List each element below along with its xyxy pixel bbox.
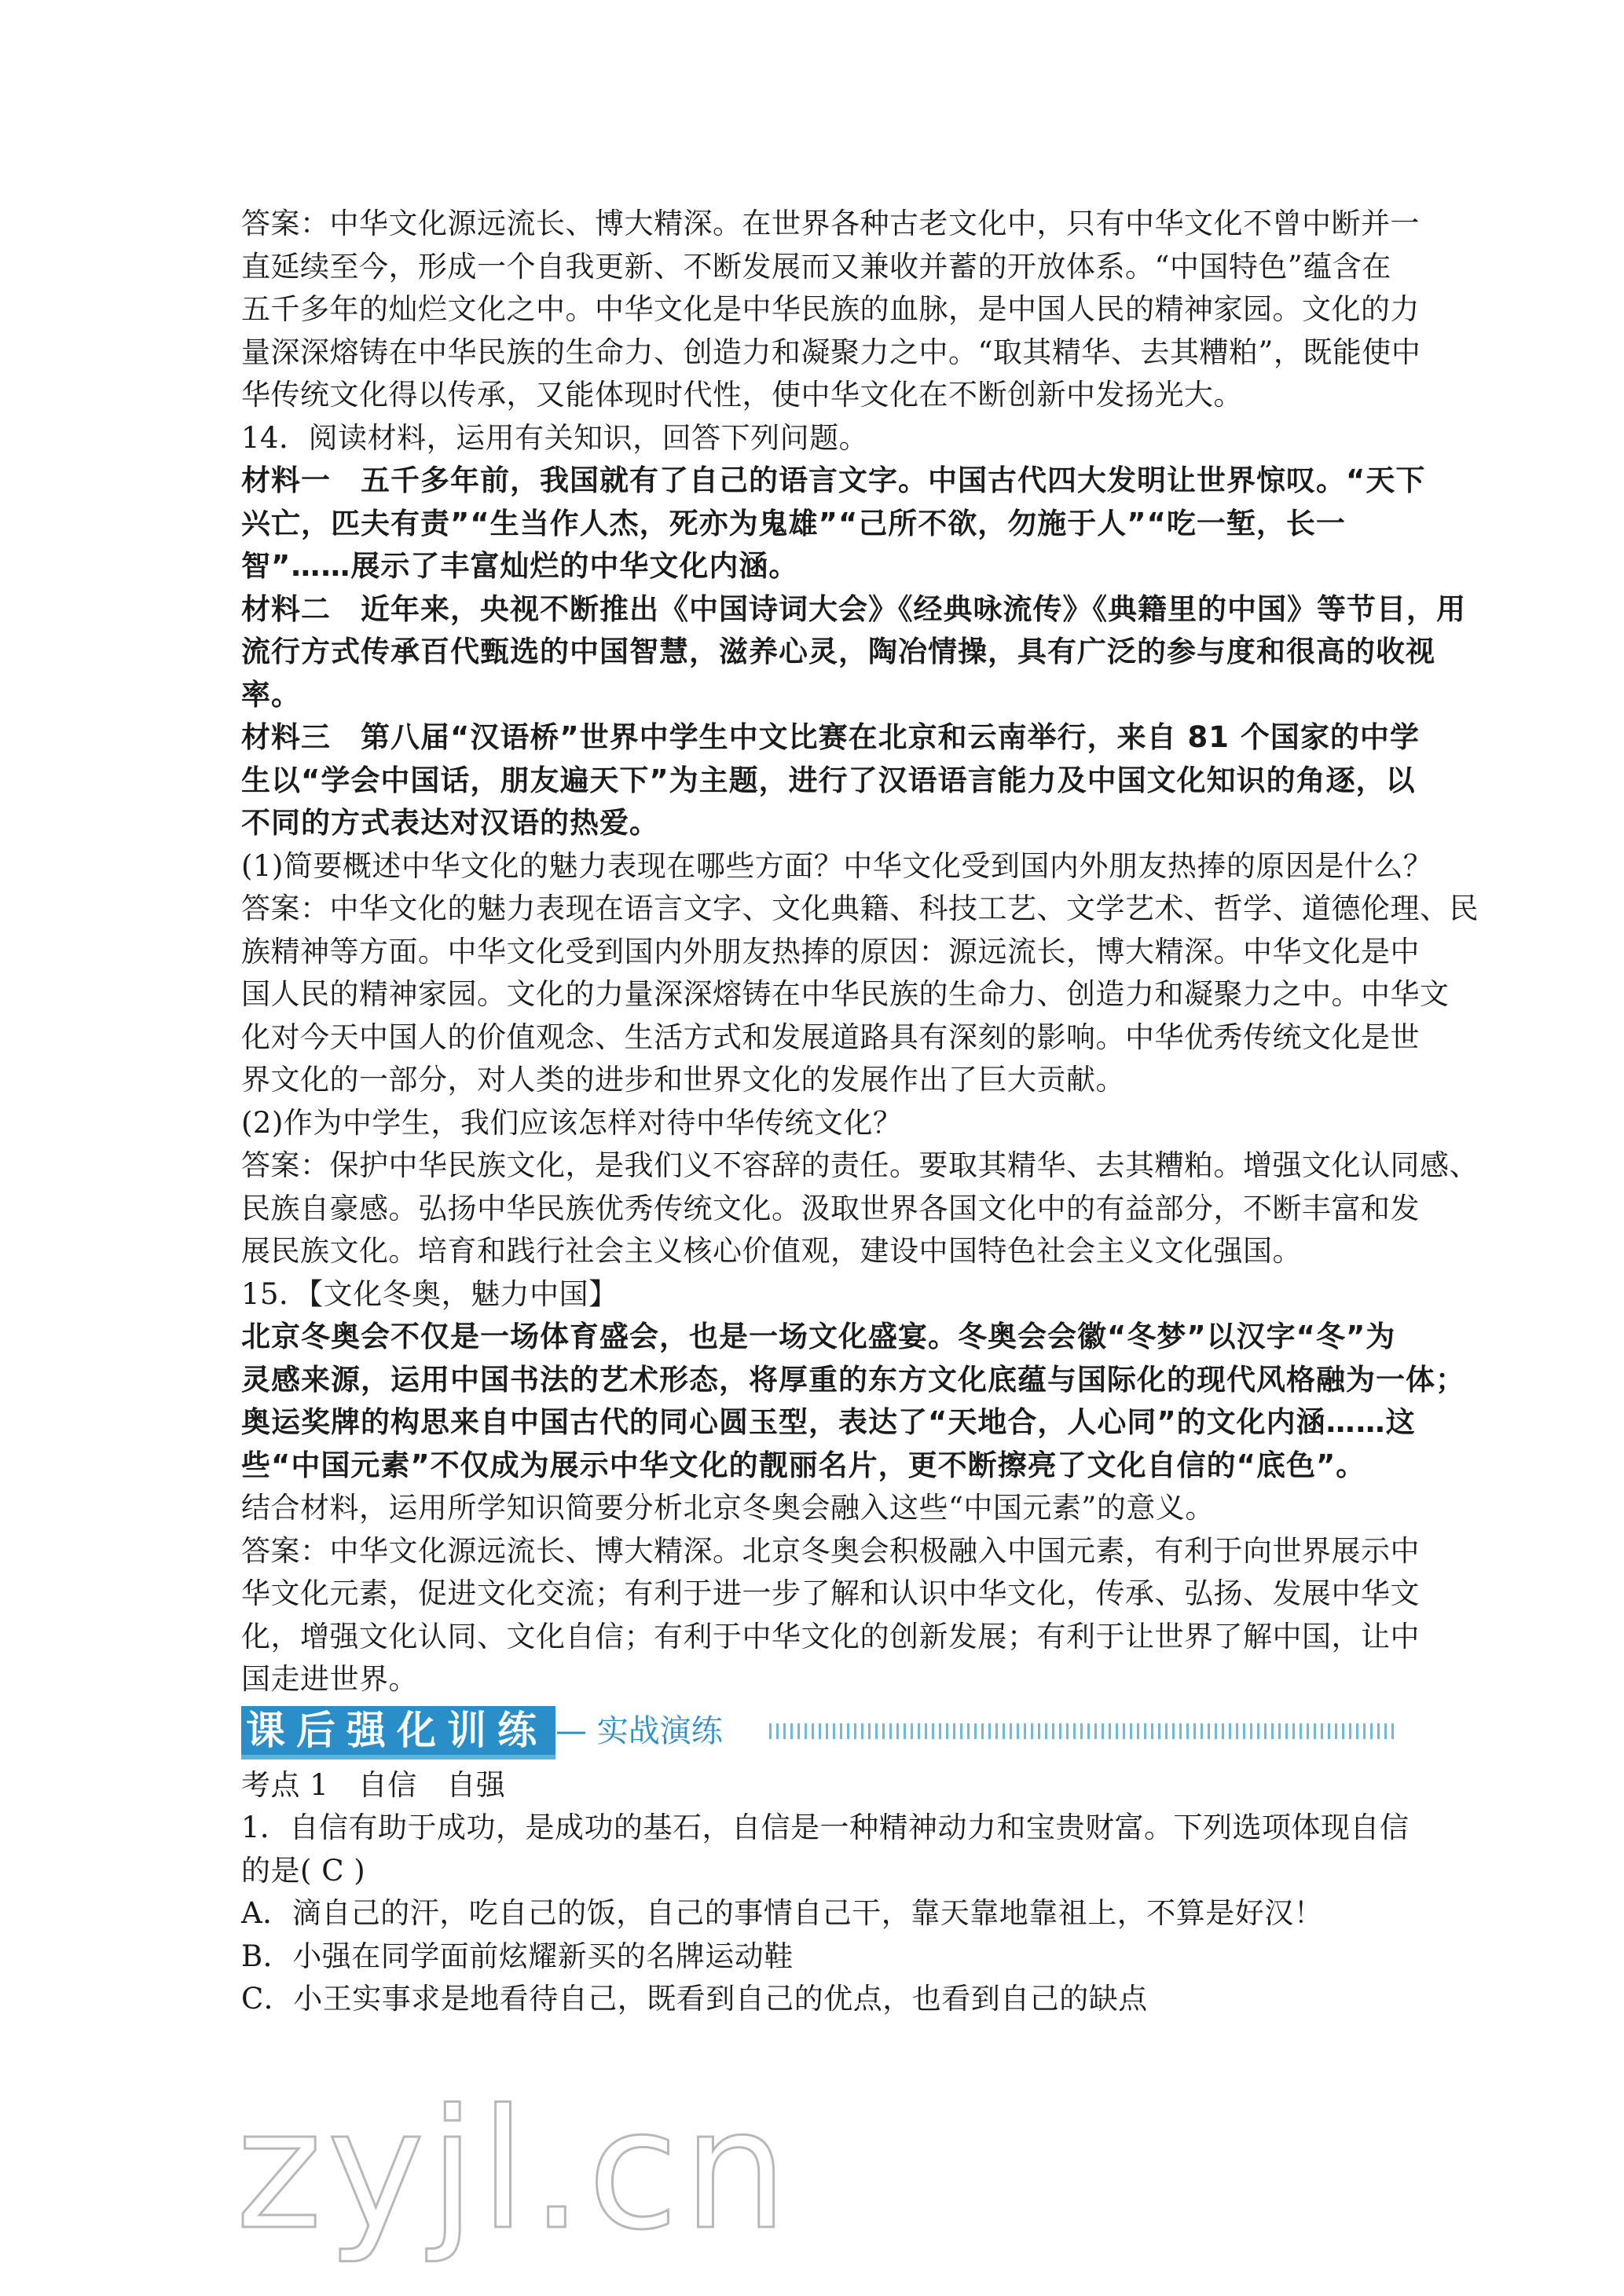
answer-line: 答案：中华文化的魅力表现在语言文字、文化典籍、科技工艺、文学艺术、哲学、道德伦理、民	[241, 892, 1479, 925]
answer-line: 答案：中华文化源远流长、博大精深。北京冬奥会积极融入中国元素，有利于向世界展示中	[241, 1533, 1420, 1568]
sub-question-1: (1)简要概述中华文化的魅力表现在哪些方面？中华文化受到国内外朋友热捧的原因是什么？	[241, 848, 1433, 883]
section-banner	[241, 1706, 1396, 1756]
question-stem: 15．【文化冬奥，魅力中国】	[241, 1276, 618, 1311]
question-stem: 1．自信有助于成功，是成功的基石，自信是一种精神动力和宝贵财富。下列选项体现自信	[241, 1811, 1410, 1844]
answer-line: 华文化元素，促进文化交流；有利于进一步了解和认识中华文化，传承、弘扬、发展中华文	[241, 1576, 1420, 1610]
material-line: 灵感来源，运用中国书法的艺术形态，将厚重的东方文化底蕴与国际化的现代风格融为一体；	[241, 1362, 1465, 1397]
question-stem: 的是( C )	[241, 1853, 366, 1888]
material-line: 流行方式传承百代甄选的中国智慧，滋养心灵，陶冶情操，具有广泛的参与度和很高的收视	[241, 635, 1435, 668]
answer-line: 民族自豪感。弘扬中华民族优秀传统文化。汲取世界各国文化中的有益部分，不断丰富和发	[241, 1191, 1420, 1225]
answer-line: 国走进世界。	[241, 1662, 418, 1696]
answer-line: 化对今天中国人的价值观念、生活方式和发展道路具有深刻的影响。中华优秀传统文化是世	[241, 1020, 1420, 1054]
material-line: 生以“学会中国话，朋友遍天下”为主题，进行了汉语语言能力及中国文化知识的角逐，以	[241, 763, 1416, 797]
answer-line: 五千多年的灿烂文化之中。中华文化是中华民族的血脉，是中国人民的精神家园。文化的力	[241, 292, 1420, 326]
question-1	[241, 1807, 1410, 2021]
answer-line: 界文化的一部分，对人类的进步和世界文化的发展作出了巨大贡献。	[241, 1063, 1125, 1097]
section-subtitle: — 实战演练	[555, 1712, 723, 1749]
answer-line: 化，增强文化认同、文化自信；有利于中华文化的创新发展；有利于让世界了解中国，让中	[241, 1619, 1420, 1653]
option-b: B．小强在同学面前炫耀新买的名牌运动鞋	[241, 1939, 794, 1973]
kaodian-heading: 考点 1 自信 自强	[241, 1767, 506, 1802]
material-line: 不同的方式表达对汉语的热爱。	[241, 806, 659, 840]
question-15	[241, 1273, 1465, 1701]
sub-question-2: (2)作为中学生，我们应该怎样对待中华传统文化？	[241, 1105, 903, 1140]
option-c: C．小王实事求是地看待自己，既看到自己的优点，也看到自己的缺点	[241, 1982, 1148, 2016]
material-line: 材料二 近年来，央视不断推出《中国诗词大会》《经典咏流传》《典籍里的中国》等节目，用	[241, 591, 1466, 626]
answer-line: 华传统文化得以传承，又能体现时代性，使中华文化在不断创新中发扬光大。	[241, 378, 1243, 412]
answer-line: 直延续至今，形成一个自我更新、不断发展而又兼收并蓄的开放体系。“中国特色”蕴含在	[241, 249, 1391, 284]
answer-line: 国人民的精神家园。文化的力量深深熔铸在中华民族的生命力、创造力和凝聚力之中。中华文	[241, 977, 1450, 1011]
decorative-hatch-bar	[769, 1723, 1396, 1739]
material-line: 智”……展示了丰富灿烂的中华文化内涵。	[241, 549, 799, 583]
section-title: 课后强化训练	[241, 1706, 555, 1760]
material-line: 些“中国元素”不仅成为展示中华文化的靓丽名片，更不断擦亮了文化自信的“底色”。	[241, 1448, 1366, 1482]
material-line: 兴亡，匹夫有责”“生当作人杰，死亦为鬼雄”“己所不欲，勿施于人”“吃一堑，长一	[241, 506, 1346, 540]
answer-line: 答案：保护中华民族文化，是我们义不容辞的责任。要取其精华、去其糟粕。增强文化认同感、	[241, 1148, 1479, 1182]
watermark: zyjl.cn	[236, 2074, 793, 2266]
answer-line: 展民族文化。培育和践行社会主义核心价值观，建设中国特色社会主义文化强国。	[241, 1234, 1302, 1268]
material-line: 率。	[241, 677, 301, 712]
material-line: 奥运奖牌的构思来自中国古代的同心圆玉型，表达了“天地合，人心同”的文化内涵……这	[241, 1405, 1416, 1439]
answer-line: 量深深熔铸在中华民族的生命力、创造力和凝聚力之中。“取其精华、去其糟粕”，既能使中	[241, 335, 1421, 369]
material-line: 材料一 五千多年前，我国就有了自己的语言文字。中国古代四大发明让世界惊叹。“天下	[241, 463, 1426, 497]
answer-line: 答案：中华文化源远流长、博大精深。在世界各种古老文化中，只有中华文化不曾中断并一	[241, 207, 1420, 240]
question-stem: 14．阅读材料，运用有关知识，回答下列问题。	[241, 420, 869, 455]
option-a: A．滴自己的汗，吃自己的饭，自己的事情自己干，靠天靠地靠祖上，不算是好汉！	[241, 1896, 1324, 1930]
question-14	[241, 417, 1479, 1273]
document-page	[241, 203, 1479, 2021]
question-text: 结合材料，运用所学知识简要分析北京冬奥会融入这些“中国元素”的意义。	[241, 1491, 1215, 1525]
answer-line: 族精神等方面。中华文化受到国内外朋友热捧的原因：源远流长，博大精深。中华文化是中	[241, 934, 1420, 969]
material-line: 北京冬奥会不仅是一场体育盛会，也是一场文化盛宴。冬奥会会徽“冬梦”以汉字“冬”为	[241, 1320, 1396, 1353]
material-line: 材料三 第八届“汉语桥”世界中学生中文比赛在北京和云南举行，来自 81 个国家的中学	[241, 720, 1420, 754]
q13-answer	[241, 203, 1421, 417]
